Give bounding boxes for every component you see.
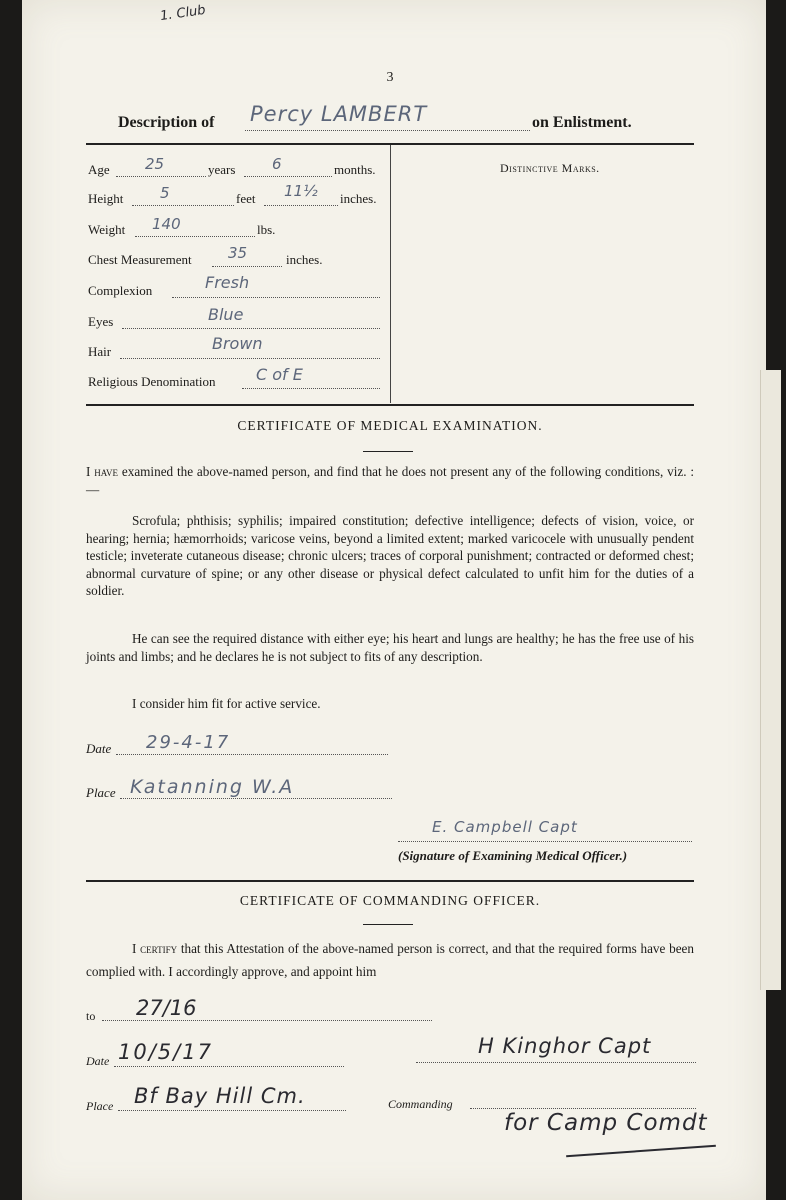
corner-note: 1. Club	[159, 2, 207, 25]
hair-value: Brown	[212, 334, 263, 353]
page-number: 3	[386, 70, 394, 85]
medical-signature: E. Campbell Capt	[432, 818, 578, 836]
chest-line	[212, 266, 282, 267]
commanding-to-label: to	[86, 1009, 96, 1023]
commanding-para	[86, 937, 694, 983]
medical-eyesight-para: He can see the required distance with either eye; his heart and lungs are healthy; he has the free use of his joints and limbs; and he declares he is not subject to fits of any description.	[86, 631, 694, 664]
chest-unit: inches.	[286, 252, 323, 267]
medical-para-1	[86, 463, 694, 498]
distinctive-marks-label: Distinctive Marks.	[500, 161, 600, 175]
commanding-date-label: Date	[86, 1054, 110, 1068]
religion-label: Religious Denomination	[88, 374, 216, 389]
height-inches-value: 11½	[284, 182, 318, 200]
eyes-value: Blue	[208, 305, 244, 324]
commanding-to-value: 27/16	[136, 996, 197, 1020]
religion-value: C of E	[256, 365, 303, 384]
medical-heading: CERTIFICATE OF MEDICAL EXAMINATION.	[237, 418, 543, 433]
commanding-label: Commanding	[388, 1097, 453, 1111]
medical-place-label: Place	[86, 785, 116, 800]
medical-date-value: 29-4-17	[146, 732, 231, 753]
commanding-line	[470, 1108, 696, 1109]
title-name-line	[245, 130, 530, 131]
commanding-heading-dash	[363, 924, 413, 925]
commanding-value: for Camp Comdt	[504, 1110, 708, 1136]
height-feet-label: feet	[236, 191, 256, 206]
height-label: Height	[88, 191, 124, 206]
medical-signature-line	[398, 841, 692, 842]
age-months-value: 6	[272, 155, 282, 173]
religion-line	[242, 388, 380, 389]
weight-line	[135, 236, 255, 237]
medical-top-rule	[86, 404, 694, 406]
commanding-signature-line	[416, 1062, 696, 1063]
hair-label: Hair	[88, 344, 112, 359]
commanding-place-value: Bf Bay Hill Cm.	[134, 1084, 306, 1108]
height-inches-label: inches.	[340, 191, 377, 206]
chest-value: 35	[228, 244, 248, 262]
age-years-line	[116, 176, 206, 177]
commanding-date-line	[114, 1066, 344, 1067]
commanding-para-text: that this Attestation of the above-named person is correct, and that the required forms have been complied with. I accordingly approve, and appoint him	[86, 941, 694, 979]
medical-para-1-text: examined the above-named person, and find that he does not present any of the following conditions, viz. :—	[86, 464, 694, 497]
medical-date-label: Date	[86, 741, 112, 756]
column-divider	[390, 145, 391, 403]
commanding-date-value: 10/5/17	[118, 1040, 213, 1064]
weight-unit: lbs.	[257, 222, 276, 237]
commanding-signature: H Kinghor Capt	[478, 1034, 652, 1058]
chest-label: Chest Measurement	[88, 252, 192, 267]
age-months-line	[244, 176, 332, 177]
age-label: Age	[88, 162, 110, 177]
hair-line	[120, 358, 380, 359]
medical-place-value: Katanning W.A	[130, 776, 295, 798]
commanding-place-label: Place	[86, 1099, 114, 1113]
eyes-line	[122, 328, 380, 329]
height-feet-value: 5	[160, 184, 170, 202]
commanding-place-line	[118, 1110, 346, 1111]
commanding-to-line	[102, 1020, 432, 1021]
commanding-para-lead: I certify	[132, 941, 178, 956]
age-years-value: 25	[145, 155, 165, 173]
commanding-heading: CERTIFICATE OF COMMANDING OFFICER.	[239, 893, 541, 908]
medical-signature-caption: (Signature of Examining Medical Officer.)	[398, 848, 628, 863]
title-prefix: Description of	[118, 114, 215, 131]
height-inches-line	[264, 205, 338, 206]
complexion-label: Complexion	[88, 283, 153, 298]
weight-value: 140	[152, 215, 181, 233]
title-name: Percy LAMBERT	[250, 102, 428, 126]
next-page-edge	[760, 370, 781, 990]
fit-statement: I consider him fit for active service.	[132, 696, 321, 711]
medical-date-line	[116, 754, 388, 755]
age-years-label: years	[208, 162, 236, 177]
complexion-line	[172, 297, 380, 298]
medical-para-1-lead: I have	[86, 464, 119, 479]
eyes-label: Eyes	[88, 314, 114, 329]
title-suffix: on Enlistment.	[532, 114, 632, 131]
age-months-label: months.	[334, 162, 376, 177]
height-feet-line	[132, 205, 234, 206]
commanding-top-rule	[86, 880, 694, 882]
weight-label: Weight	[88, 222, 126, 237]
complexion-value: Fresh	[205, 273, 250, 292]
medical-place-line	[120, 798, 392, 799]
medical-heading-dash	[363, 451, 413, 452]
medical-conditions-para: Scrofula; phthisis; syphilis; impaired constitution; defective intelligence; defects of vision, voice, or hearing; hernia; hæmorrhoids; varicose veins, beyond a limited extent; marked varicocele with unusually pendent testicle; inveterate cutaneous disease; chronic ulcers; traces of corporal punishment; contracted or deformed chest; abnormal curvature of spine; or any other disease or physical defect calculated to unfit him for the duties of a soldier.	[86, 513, 694, 599]
